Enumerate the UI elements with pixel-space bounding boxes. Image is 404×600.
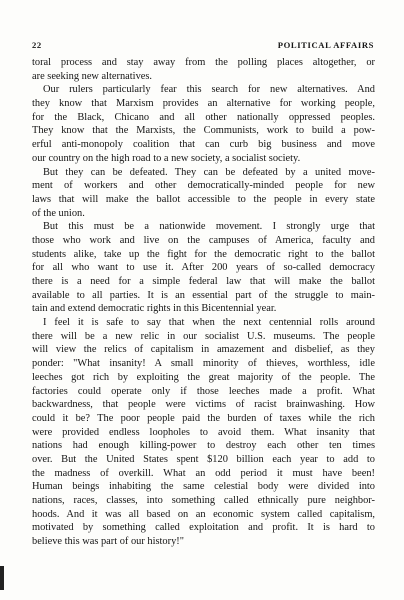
body-text <box>32 56 375 549</box>
scan-edge-mark <box>0 566 4 590</box>
text-line: leeches got rich by exploiting the great majority of the people. The <box>32 371 375 383</box>
text-line: there will be a new relic in our socialist U.S. museums. The people <box>32 330 375 342</box>
text-line: could it be? The poor people paid the burden of taxes while the rich <box>32 412 375 424</box>
text-line: the madness of overkill. What an odd period it must have been! <box>32 467 375 479</box>
journal-title: POLITICAL AFFAIRS <box>277 40 374 50</box>
text-line: But this must be a nationwide movement. I strongly urge that <box>43 221 375 233</box>
text-line: I feel it is safe to say that when the next centennial rolls around <box>43 317 375 329</box>
text-line: ment of workers and other democratically-minded people for new <box>32 180 375 192</box>
text-line: there is a need for a simple federal law that will make the ballot <box>32 276 375 287</box>
text-line: were provided endless loopholes to avoid them. What insanity that <box>32 426 375 438</box>
text-line: toral process and stay away from the polling places altogether, or <box>32 57 375 68</box>
text-line: are seeking new alternatives. <box>32 70 153 82</box>
text-line: our country on the high road to a new society, a socialist society. <box>32 152 301 164</box>
text-line: of the union. <box>32 207 85 219</box>
text-line: factories could operate only if those leeches made a profit. What <box>32 385 375 397</box>
text-line: motivated by something called exploitation and profit. It is hard to <box>32 522 375 534</box>
text-line: they know that Marxism provides an alternative for working people, <box>32 98 375 110</box>
text-line: But they can be defeated. They can be defeated by a united move- <box>43 166 375 178</box>
text-line: laws that will make the ballot accessible to the people in every state <box>32 193 375 205</box>
text-line: will view the relics of capitalism in amazement and disbelief, as they <box>32 344 375 356</box>
text-line: over. But the United States spent $120 billion each year to add to <box>32 453 375 465</box>
text-line: nations, races, classes, into something called ethnically pure neighbor- <box>32 495 375 506</box>
text-line: Our rulers particularly fear this search for new alternatives. And <box>43 84 375 96</box>
text-line: available to all parties. It is an essential part of the struggle to main- <box>32 289 375 301</box>
text-line: hoods. And it was all based on an economic system called capitalism, <box>32 508 375 520</box>
running-head <box>32 40 374 52</box>
text-line: Human beings inhabiting the same celestial body were divided into <box>32 481 375 493</box>
text-line: nations had enough killing-power to destroy each other ten times <box>32 440 375 452</box>
text-line: students alike, take up the fight for the democratic right to the ballot <box>32 248 375 260</box>
text-line: ponder: "What insanity! A small minority of thieves, worthless, idle <box>32 358 375 370</box>
text-line: those who work and live on the campuses of America, faculty and <box>32 234 375 246</box>
text-line: tain and extend democratic rights in this Bicentennial year. <box>32 303 277 315</box>
text-line: They know that the Marxists, the Communists, work to build a pow- <box>32 125 375 137</box>
text-line: for the Black, Chicano and all other nationally oppressed peoples. <box>32 111 375 123</box>
text-line: for all who want to use it. After 200 years of so-called democracy <box>32 262 375 274</box>
text-line: backwardness, that people were victims of racist brainwashing. How <box>32 399 375 411</box>
text-line: erful anti-monopoly coalition that can curb big business and move <box>32 139 375 151</box>
text-line: believe this was part of our history!" <box>32 536 184 548</box>
page-number: 22 <box>32 40 42 50</box>
